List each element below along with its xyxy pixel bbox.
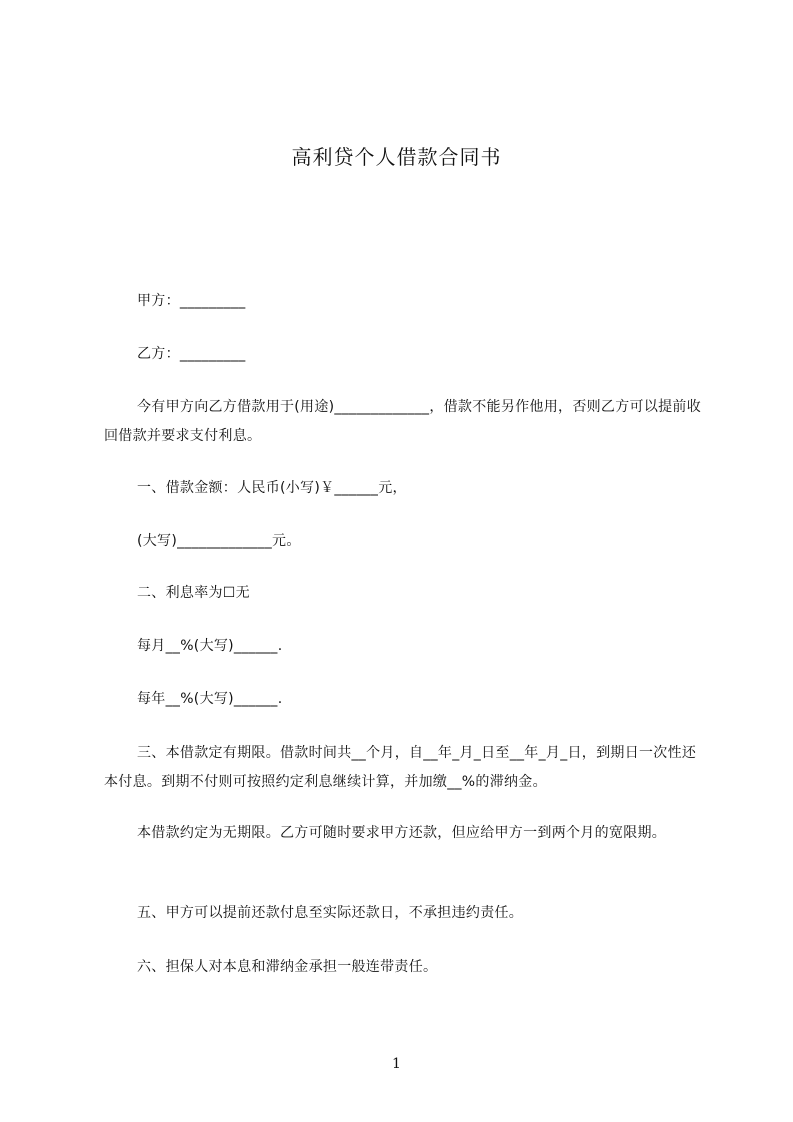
guarantor-clause: 六、担保人对本息和滞纳金承担一般连带责任。 [137,959,438,975]
party-a-line: 甲方：_________ [137,293,246,309]
page-number: 1 [392,1056,401,1072]
no-term-paragraph: 本借款约定为无期限。乙方可随时要求甲方还款，但应给甲方一到两个月的宽限期。 [137,825,667,841]
loan-amount-uppercase: (大写)_____________元。 [137,533,301,549]
document-title: 高利贷个人借款合同书 [291,145,502,169]
loan-purpose-paragraph: 今有甲方向乙方借款用于(用途)_____________，借款不能另作他用，否则乙方可以提前收回借款并要求支付利息。 [104,399,702,444]
early-repayment-clause: 五、甲方可以提前还款付息至实际还款日，不承担违约责任。 [137,905,524,921]
loan-term-paragraph: 三、本借款定有期限。借款时间共__个月，自__年_月_日至__年_月_日，到期日一次性还本付息。到期不付则可按照约定利息继续计算，并加缴__%的滞纳金。 [104,745,697,790]
interest-rate-heading: 二、利息率为☐无 [137,585,250,601]
annual-rate-line: 每年__%(大写)______. [137,691,283,707]
monthly-rate-line: 每月__%(大写)______. [137,638,283,654]
party-b-line: 乙方：_________ [137,346,246,362]
loan-amount-lowercase: 一、借款金额：人民币(小写)￥______元， [137,480,407,496]
